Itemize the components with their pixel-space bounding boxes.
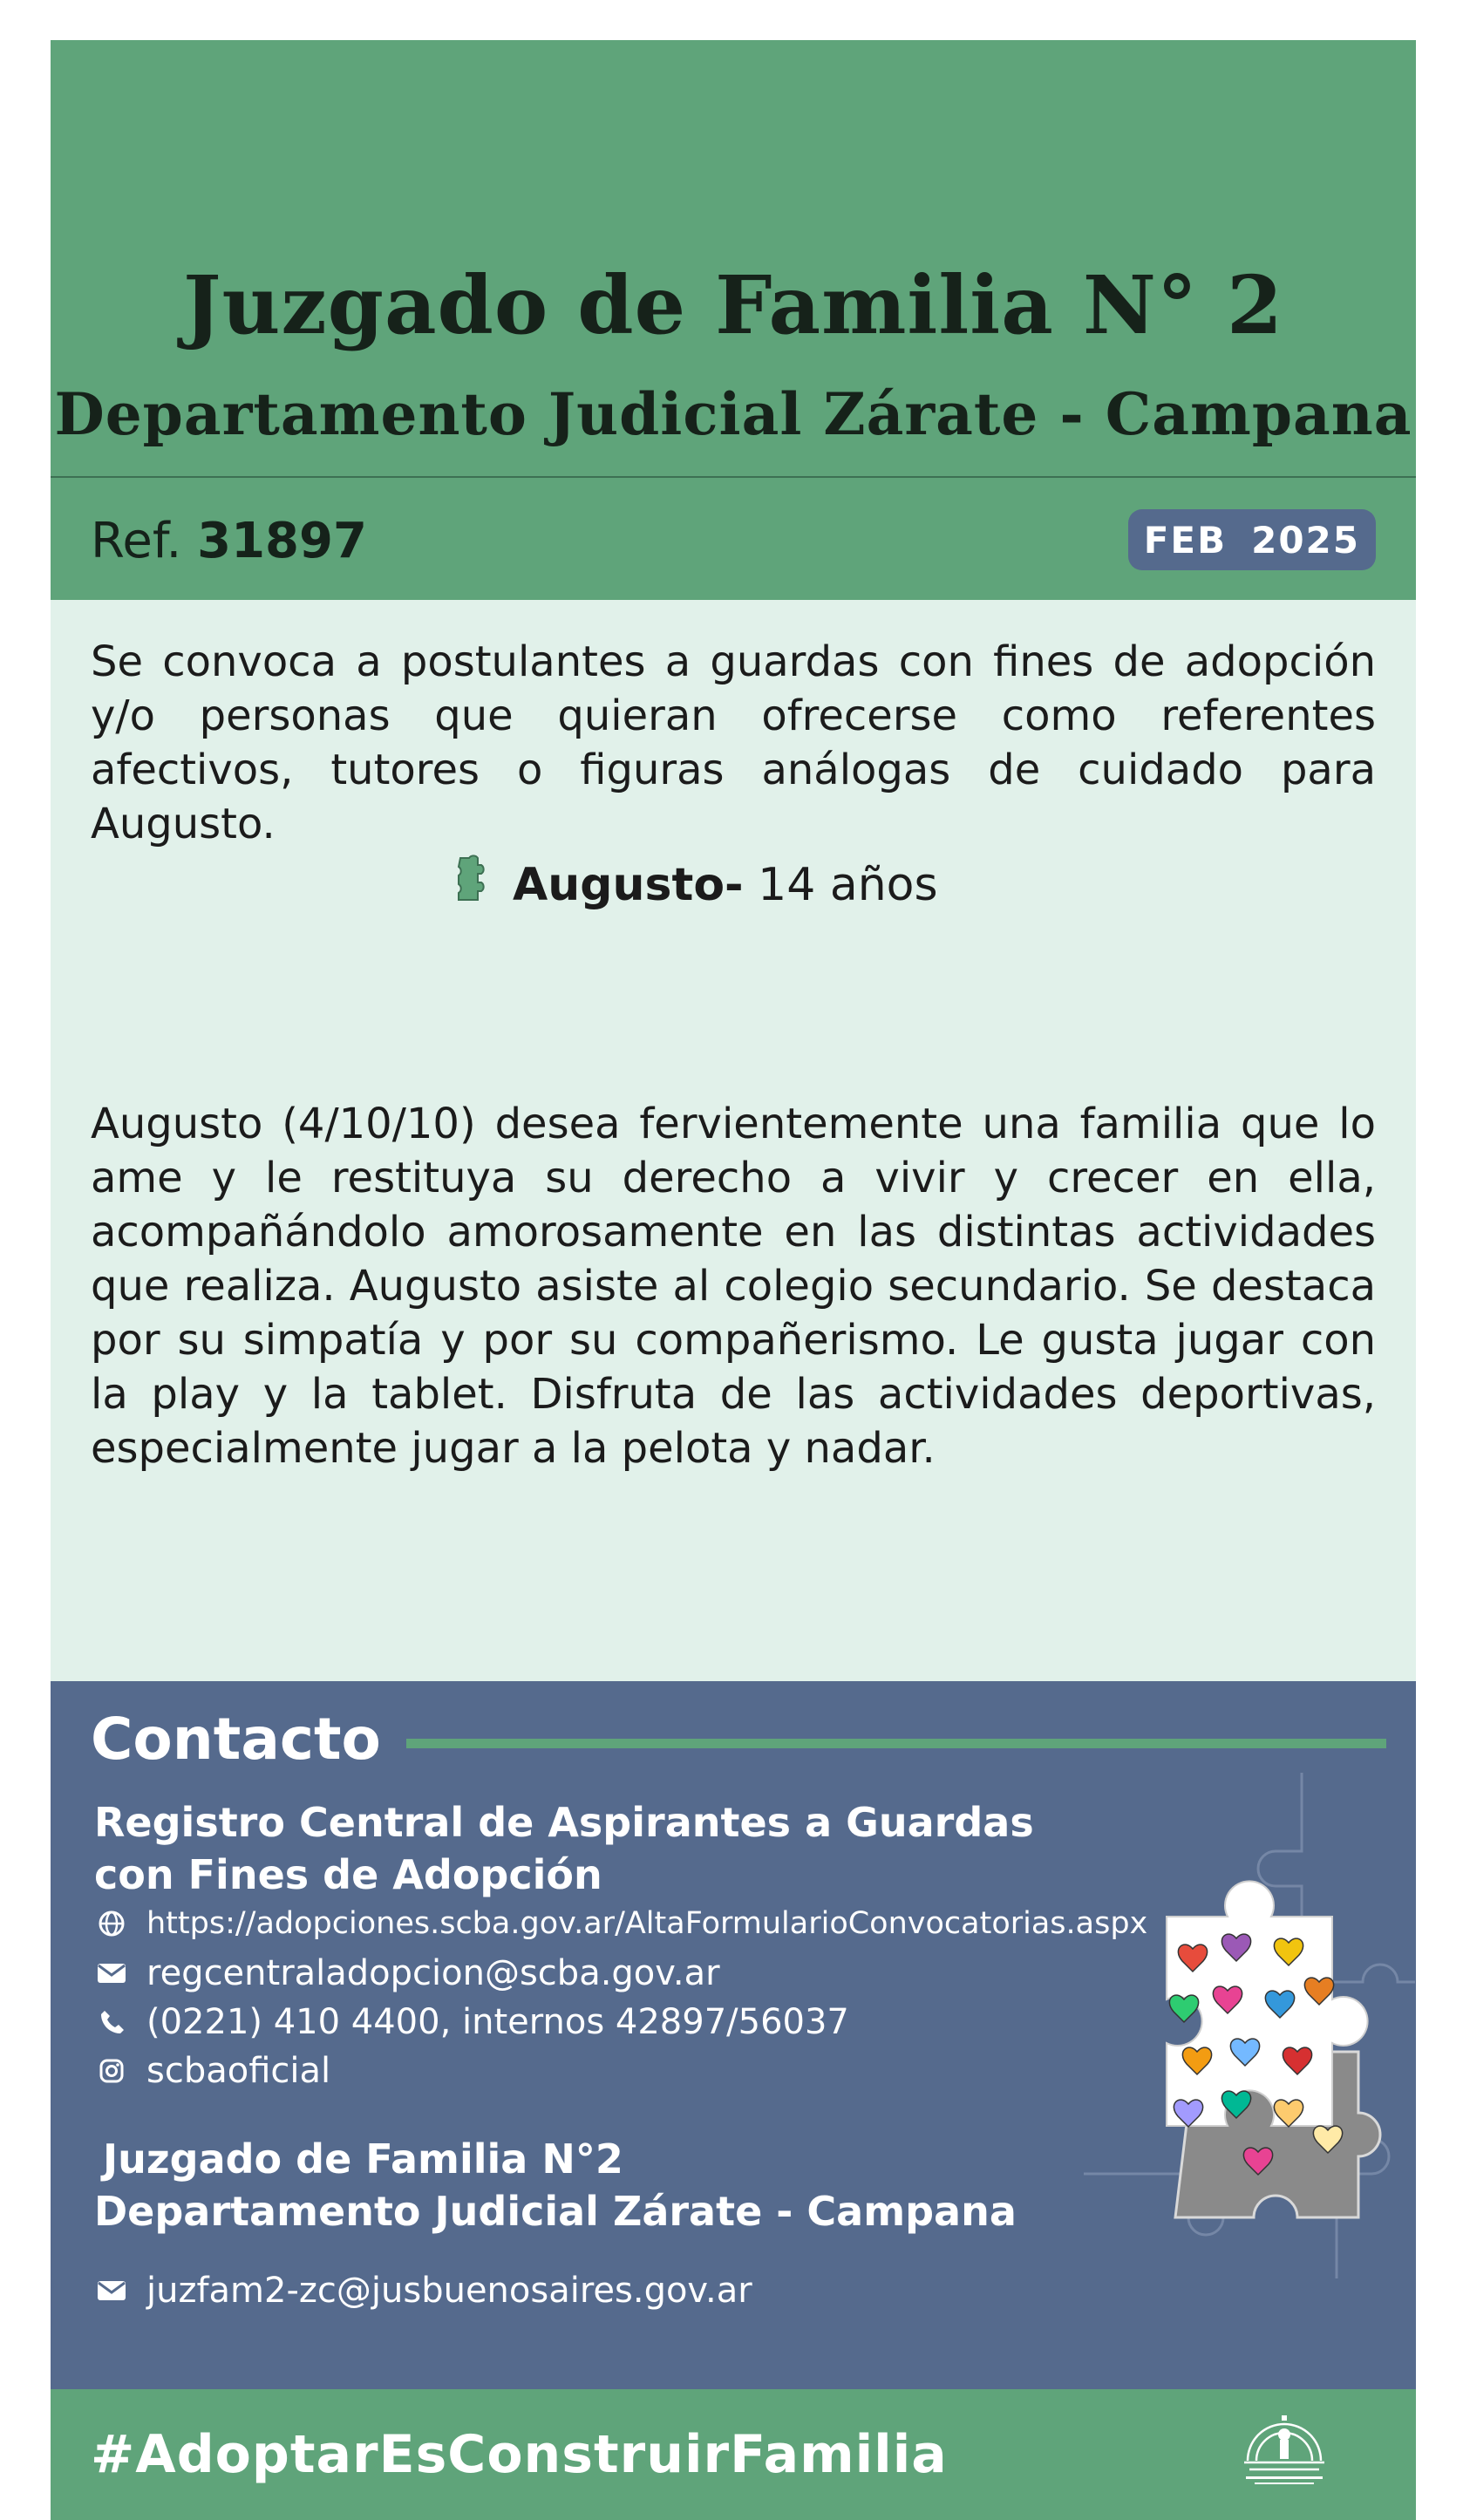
date-year: 2025 (1251, 518, 1360, 562)
contact-heading: Contacto (91, 1706, 381, 1773)
puzzle-hearts-illustration (1075, 1764, 1416, 2287)
instagram-row[interactable] (94, 2051, 330, 2091)
date-month: FEB (1143, 518, 1228, 562)
registry-email-link[interactable]: regcentraladopcion@scba.gov.ar (146, 1953, 720, 1993)
website-row[interactable] (94, 1906, 1147, 1941)
page-subtitle: Departamento Judicial Zárate - Campana (54, 380, 1412, 448)
contact-section (51, 1681, 1416, 2389)
instagram-icon (94, 2053, 129, 2088)
footer (51, 2389, 1416, 2520)
puzzle-piece-icon (452, 855, 487, 915)
phone-number[interactable]: (0221) 410 4400, internos 42897/56037 (146, 2002, 849, 2042)
reference-label: Ref. (91, 513, 182, 569)
court-title-line2: Departamento Judicial Zárate - Campana (94, 2188, 1017, 2235)
court-email-link[interactable]: juzfam2-zc@jusbuenosaires.gov.ar (146, 2271, 752, 2311)
notice-body (51, 600, 1416, 1681)
instagram-handle[interactable]: scbaoficial (146, 2051, 331, 2091)
registry-email-row[interactable] (94, 1953, 720, 1993)
globe-icon (94, 1906, 129, 1941)
phone-row[interactable] (94, 2002, 849, 2042)
registry-title-line2: con Fines de Adopción (94, 1851, 602, 1898)
mail-icon (94, 1956, 129, 1991)
header (51, 40, 1416, 478)
mail-icon (94, 2273, 129, 2308)
court-title (94, 2133, 1017, 2237)
website-link[interactable]: https://adopciones.scba.gov.ar/AltaFormularioConvocatorias.aspx (146, 1906, 1148, 1941)
reference-number: 31897 (197, 513, 367, 569)
court-email-row[interactable] (94, 2271, 752, 2311)
court-seal-logo (1232, 2408, 1337, 2501)
date-badge (1128, 509, 1376, 570)
intro-paragraph: Se convoca a postulantes a guardas con fines de adopción y/o personas que quieran ofrecerse como referentes afectivos, tutores o figuras análogas de cuidado para Augusto. (91, 637, 1376, 848)
child-name: Augusto- (513, 858, 744, 911)
child-age: 14 años (758, 858, 938, 911)
heading-divider (406, 1739, 1386, 1748)
description-paragraph: Augusto (4/10/10) desea fervientemente una familia que lo ame y le restituya su derecho a vivir y crecer en ella, acompañándolo amorosamente en las distintas actividades que realiza. Augusto asiste al colegio secundario. Se destaca por su simpatía y por su compañerismo. Le gusta jugar con la play y la tablet. Disfruta de las actividades deportivas, especialmente jugar a la pelota y nadar. (91, 1100, 1376, 1473)
hashtag: #AdoptarEsConstruirFamilia (91, 2424, 948, 2485)
reference (91, 513, 367, 569)
reference-bar (51, 478, 1416, 600)
phone-icon (94, 2005, 129, 2040)
page-title: Juzgado de Familia N° 2 (182, 258, 1284, 352)
court-title-line1: Juzgado de Familia N°2 (103, 2135, 623, 2183)
registry-title (94, 1796, 1034, 1901)
registry-title-line1: Registro Central de Aspirantes a Guardas (94, 1799, 1034, 1846)
child-line (452, 855, 938, 915)
